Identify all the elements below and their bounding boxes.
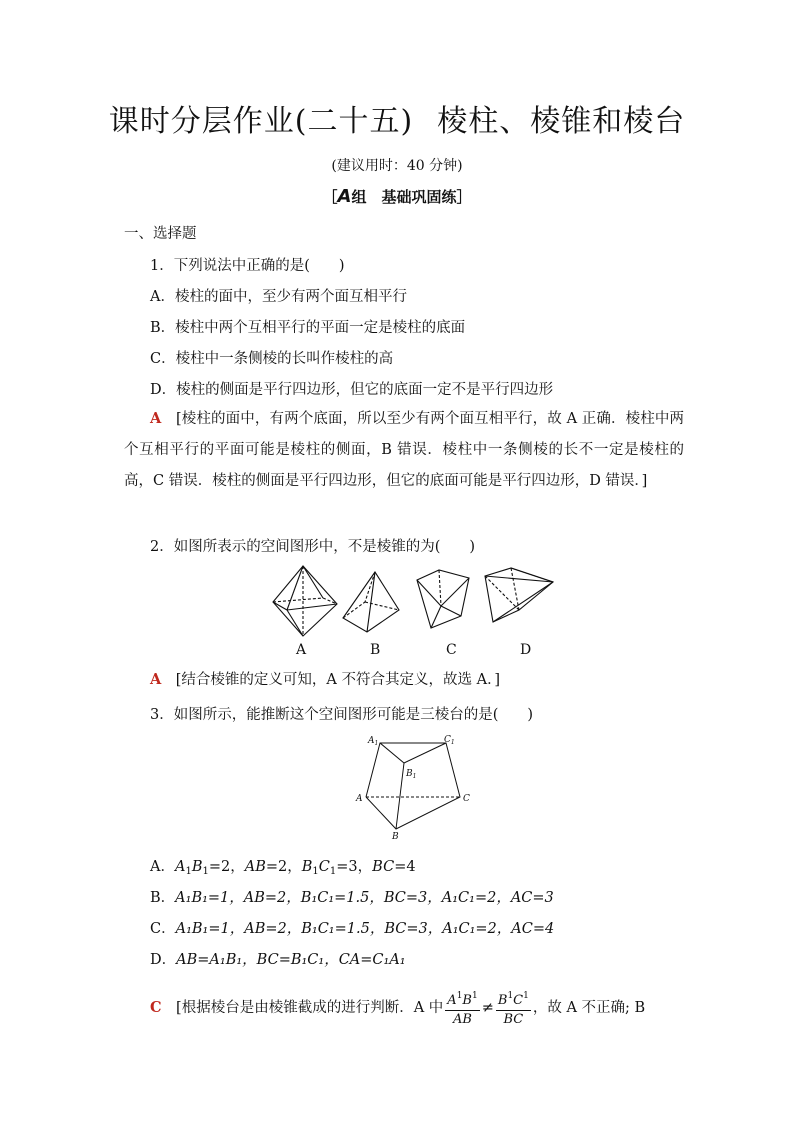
group-label: 组 基础巩固练	[351, 188, 457, 206]
svg-text:A1: $A_1$	[368, 736, 379, 747]
q3-solution: C [根据棱台是由棱锥截成的进行判断．A 中 $\frac{A^1B^1}{AB}$ ≠ $\frac{B^1C^1}{BC}$ ，故 A 不正确; B	[150, 987, 645, 1029]
figure-label-b: B	[370, 642, 381, 658]
q1-option-d: D．棱柱的侧面是平行四边形，但它的底面一定不是平行四边形	[150, 382, 554, 398]
svg-text:B1: $B_1$	[406, 769, 417, 780]
figure-d-pyramid	[485, 568, 553, 622]
q2-stem: 2．如图所表示的空间图形中，不是棱锥的为( )	[150, 539, 476, 555]
figure-b-pyramid	[343, 572, 399, 632]
group-badge: A	[337, 186, 352, 207]
q2-solution	[124, 664, 684, 696]
svg-text:C: C	[463, 794, 470, 804]
q3-option-c: C．A₁B₁=1，AB=2，B₁C₁=1.5，BC=3，A₁C₁=2，AC=4	[150, 921, 555, 937]
fraction-right: $\frac{B^1C^1}{BC}$	[496, 987, 531, 1029]
figure-label-c: C	[446, 642, 457, 658]
group-heading: ［A组 基础巩固练］	[322, 186, 472, 207]
q1-option-b: B．棱柱中两个互相平行的平面一定是棱柱的底面	[150, 320, 466, 336]
svg-text:C1: $C_1$	[444, 735, 455, 746]
suggested-time: (建议用时：40 分钟)	[331, 158, 463, 174]
section-heading: 一、选择题	[124, 226, 197, 242]
title-topic: 棱柱、棱锥和棱台	[437, 104, 686, 139]
q3-explanation-end: ，故 A 不正确; B	[532, 1000, 646, 1016]
q1-solution	[124, 403, 684, 497]
figure-c-pyramid	[417, 570, 469, 628]
q3-option-b: B．A₁B₁=1，AB=2，B₁C₁=1.5，BC=3，A₁C₁=2，AC=3	[150, 890, 554, 906]
q1-stem: 1．下列说法中正确的是( )	[150, 258, 345, 274]
q2-explanation: [结合棱锥的定义可知，A 不符合其定义，故选 A．]	[175, 672, 500, 688]
q3-option-a: A．$A_1B_1=2$，AB=2，$B_1C_1=3$，BC=4	[150, 859, 416, 877]
title-main: 课时分层作业(二十五)	[108, 104, 414, 139]
q1-answer: A	[150, 410, 162, 427]
q3-answer: C	[150, 999, 162, 1016]
figure-label-d: D	[520, 642, 532, 658]
figure-a-octahedron	[273, 566, 337, 636]
q3-explanation-start: [根据棱台是由棱锥截成的进行判断．A 中	[176, 1000, 444, 1016]
fraction-left: $\frac{A^1B^1}{AB}$	[445, 987, 479, 1029]
svg-text:A: A	[356, 794, 363, 804]
q1-option-c: C．棱柱中一条侧棱的长叫作棱柱的高	[150, 351, 394, 367]
frustum-figure	[348, 733, 478, 841]
page-title	[0, 96, 794, 140]
figure-label-a: A	[296, 642, 307, 658]
q3-option-d: D．AB=A₁B₁，BC=B₁C₁，CA=C₁A₁	[150, 952, 406, 968]
q2-answer: A	[150, 671, 162, 688]
q1-explanation: [棱柱的面中，有两个底面，所以至少有两个面互相平行，故 A 正确．棱柱中两个互相平行的平面可能是棱柱的侧面，B 错误．棱柱中一条侧棱的长不一定是棱柱的高，C 错误．棱柱的侧面是平行四边形，但它的底面可能是平行四边形，D 错误．]	[124, 411, 685, 489]
q1-option-a: A．棱柱的面中，至少有两个面互相平行	[150, 289, 407, 305]
q3-stem: 3．如图所示，能推断这个空间图形可能是三棱台的是( )	[150, 707, 534, 723]
svg-text:B: B	[392, 832, 399, 841]
